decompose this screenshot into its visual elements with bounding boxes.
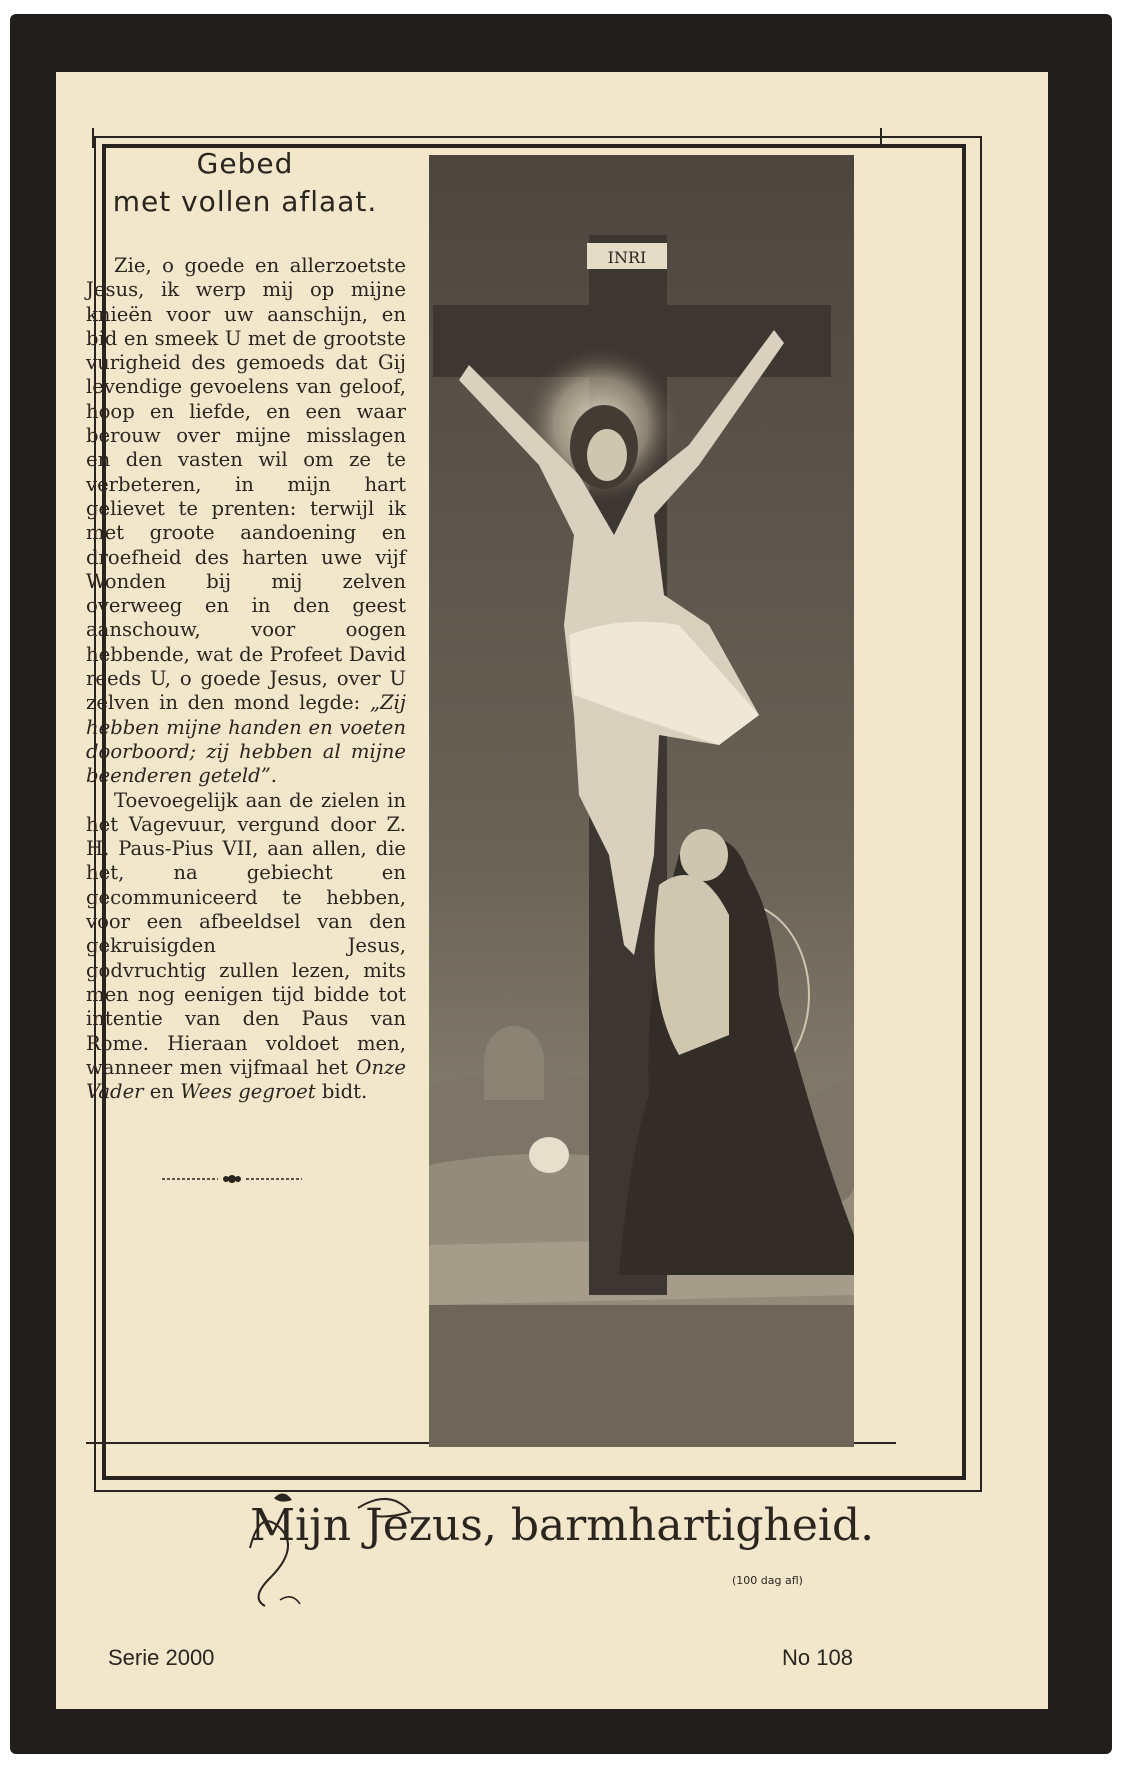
crucifixion-illustration xyxy=(429,155,854,1447)
scripture-quote: „Zij hebben mijne handen en voeten doorboord; zij hebben al mijne beenderen geteld”. xyxy=(86,691,406,788)
prayer-title xyxy=(96,145,394,221)
title-line-2: met vollen aflaat. xyxy=(112,185,378,218)
closing-word: bidt. xyxy=(321,1080,368,1104)
conjunction: en xyxy=(149,1080,174,1104)
prayer-body: Zie, o goede en allerzoetste Jesus, ik werp mij op mijne knieën voor uw aanschijn, en bid en smeek U met de grootste vurigheid des gemoeds dat Gij levendige gevoelens van geloof, hoop en liefde, en een waar berouw over mijne misslagen en den vasten wil om ze te verbeteren, in mijn hart gelievet te prenten: terwijl ik met groote aandoening en droefheid des harten uwe vijf Wonden bij mij zelven overweeg en in den geest aanschouw, voor oogen hebbende, wat de Profeet David reeds U, o goede Jesus, over U zelven in den mond legde: xyxy=(86,254,406,715)
skull-icon xyxy=(529,1137,569,1173)
corner-tick xyxy=(880,128,882,148)
title-line-1: Gebed xyxy=(196,147,294,180)
card-number: No 108 xyxy=(782,1645,853,1670)
indulgence-note: (100 dag afl) xyxy=(732,1574,803,1587)
prayer-paragraph-1 xyxy=(86,254,406,789)
prayer-text xyxy=(86,254,406,1104)
prayer-name-1: Onze Vader xyxy=(86,1055,406,1104)
frame-origin xyxy=(46,58,47,59)
series-label: Serie 2000 xyxy=(108,1645,215,1670)
motto: Mijn Jezus, barmhartigheid. xyxy=(250,1500,875,1551)
cross-inscription: INRI xyxy=(607,248,647,267)
ornament-divider xyxy=(162,1173,302,1185)
indulgence-text: Toevoegelijk aan de zielen in het Vagevuur, vergund door Z. H. Paus-Pius VII, aan allen, die het, na gebiecht en gecommuniceerd te hebben, voor een afbeeldsel van den gekruisigden Jesus, godvruchtig zullen lezen, mits men nog eenigen tijd bidde tot intentie van den Paus van Rome. Hieraan voldoet men, wanneer men vijfmaal het xyxy=(86,788,406,1079)
corner-tick xyxy=(92,128,94,148)
prayer-name-2: Wees gegroet xyxy=(180,1080,316,1104)
prayer-paragraph-2 xyxy=(86,789,406,1105)
